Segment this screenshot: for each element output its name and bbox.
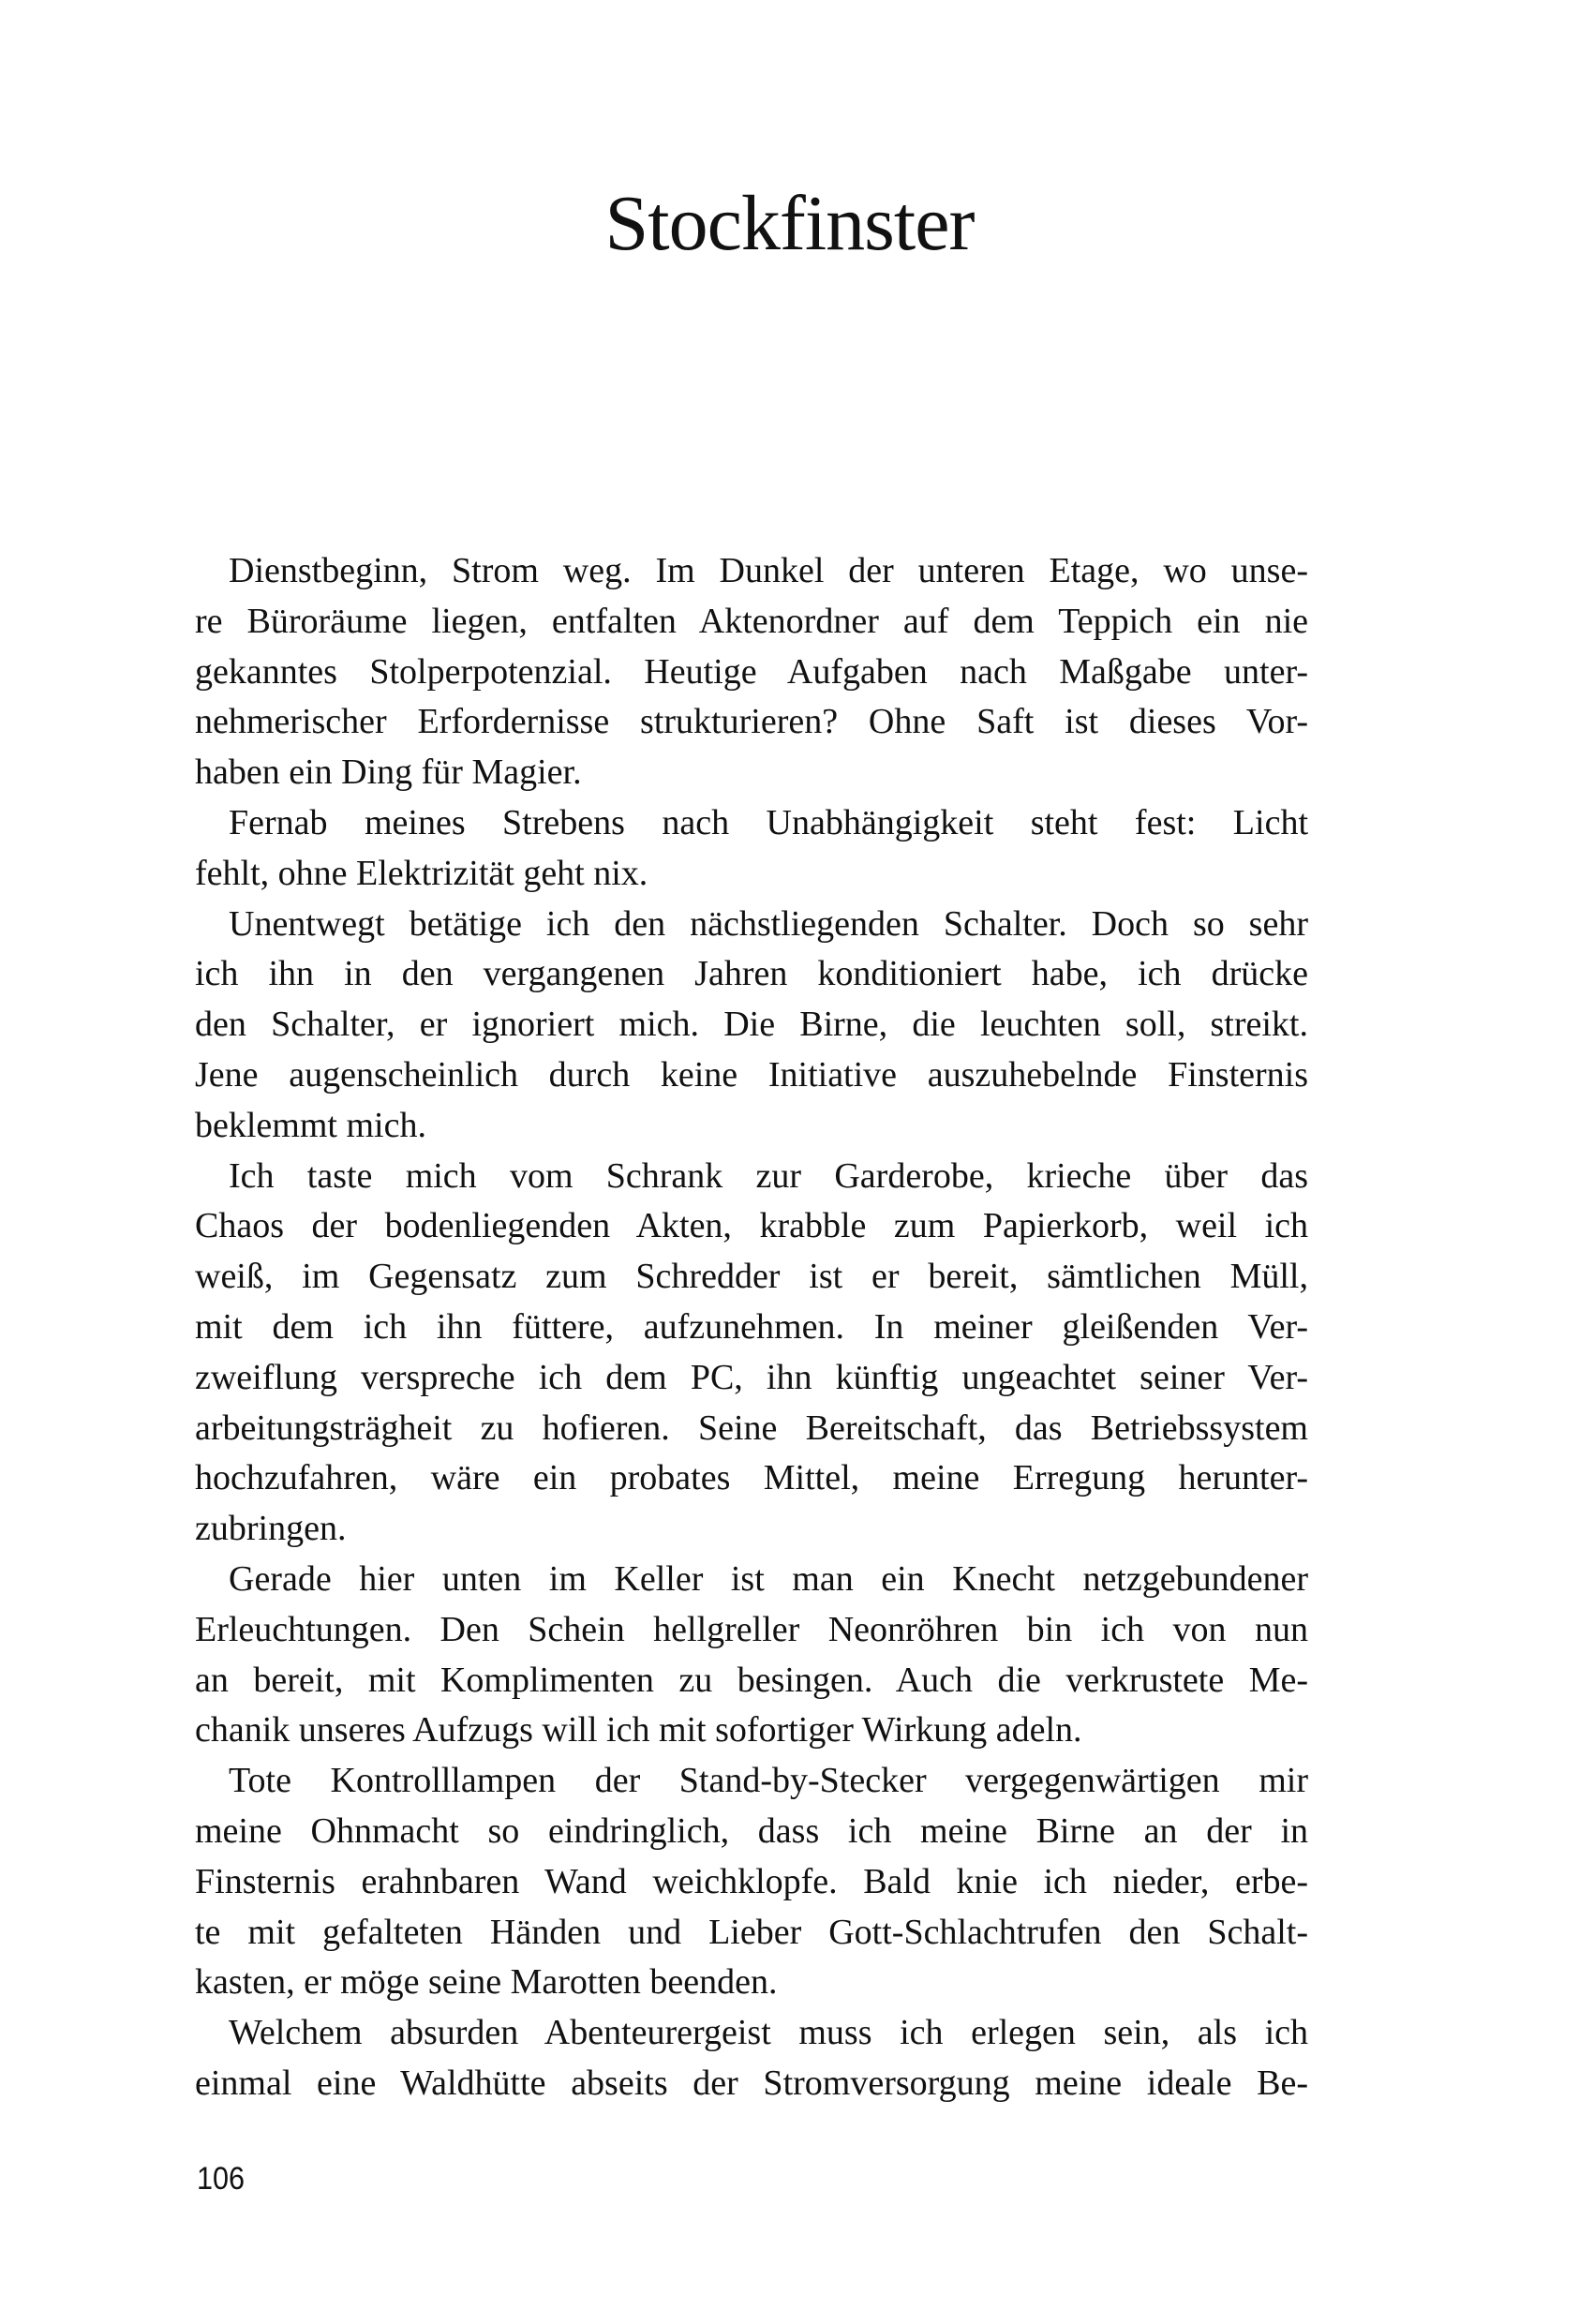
- paragraph: [195, 798, 1308, 900]
- text-line: weiß, im Gegensatz zum Schredder ist er bereit, sämtlichen Müll,: [195, 1257, 1308, 1297]
- text-line: te mit gefalteten Händen und Lieber Gott-Schlachtrufen den Schalt-: [195, 1912, 1308, 1952]
- text-line: Ich taste mich vom Schrank zur Garderobe, krieche über das: [229, 1155, 1308, 1196]
- text-line: zweiflung verspreche ich dem PC, ihn künftig ungeachtet seiner Ver-: [195, 1357, 1308, 1397]
- text-line: mit dem ich ihn füttere, aufzunehmen. In meiner gleißenden Ver-: [195, 1306, 1308, 1347]
- text-line: einmal eine Waldhütte abseits der Stromversorgung meine ideale Be-: [195, 2063, 1308, 2103]
- text-line: hochzufahren, wäre ein probates Mittel, meine Erregung herunter-: [195, 1458, 1308, 1498]
- text-line: nehmerischer Erfordernisse strukturieren? Ohne Saft ist dieses Vor-: [195, 702, 1308, 742]
- text-line: Erleuchtungen. Den Schein hellgreller Neonröhren bin ich von nun: [195, 1609, 1308, 1649]
- chapter-title: Stockfinster: [604, 180, 975, 267]
- text-line: chanik unseres Aufzugs will ich mit sofortiger Wirkung adeln.: [195, 1710, 1082, 1750]
- text-line: re Büroräume liegen, entfalten Aktenordner auf dem Teppich ein nie: [195, 601, 1308, 641]
- text-line: Dienstbeginn, Strom weg. Im Dunkel der unteren Etage, wo unse-: [229, 551, 1308, 590]
- text-line: den Schalter, er ignoriert mich. Die Birne, die leuchten soll, streikt.: [195, 1005, 1308, 1045]
- paragraph: [195, 900, 1308, 1152]
- text-line: arbeitungsträgheit zu hofieren. Seine Bereitschaft, das Betriebssystem: [195, 1408, 1308, 1448]
- text-line: ich ihn in den vergangenen Jahren konditioniert habe, ich drücke: [195, 954, 1308, 994]
- text-line: Unentwegt betätige ich den nächstliegenden Schalter. Doch so sehr: [229, 903, 1308, 944]
- text-line: gekanntes Stolperpotenzial. Heutige Aufgaben nach Maßgabe unter-: [195, 651, 1308, 692]
- page-number: 106: [197, 2161, 246, 2197]
- text-line: meine Ohnmacht so eindringlich, dass ich meine Birne an der in: [195, 1810, 1308, 1851]
- text-line: Chaos der bodenliegenden Akten, krabble zum Papierkorb, weil ich: [195, 1206, 1308, 1246]
- paragraph: [195, 546, 1308, 798]
- text-line: Gerade hier unten im Keller ist man ein Knecht netzgebundener: [229, 1558, 1308, 1599]
- text-line: Fernab meines Strebens nach Unabhängigkeit steht fest: Licht: [229, 802, 1308, 842]
- paragraph: [195, 1555, 1308, 1756]
- body-text: [195, 546, 1308, 2109]
- text-line: beklemmt mich.: [195, 1105, 426, 1145]
- text-line: Welchem absurden Abenteurergeist muss ich erlegen sein, als ich: [229, 2013, 1308, 2053]
- text-line: fehlt, ohne Elektrizität geht nix.: [195, 853, 648, 893]
- paragraph: [195, 2008, 1308, 2109]
- paragraph: [195, 1756, 1308, 2008]
- text-line: Tote Kontrolllampen der Stand-by-Stecker vergegenwärtigen mir: [229, 1761, 1308, 1801]
- text-line: Finsternis erahnbaren Wand weichklopfe. Bald knie ich nieder, erbe-: [195, 1861, 1308, 1901]
- text-line: haben ein Ding für Magier.: [195, 752, 582, 793]
- paragraph: [195, 1152, 1308, 1555]
- text-line: zubringen.: [195, 1509, 347, 1549]
- text-line: kasten, er möge seine Marotten beenden.: [195, 1962, 778, 2003]
- text-line: Jene augenscheinlich durch keine Initiative auszuhebelnde Finsternis: [195, 1054, 1308, 1095]
- text-line: an bereit, mit Komplimenten zu besingen. Auch die verkrustete Me-: [195, 1660, 1308, 1700]
